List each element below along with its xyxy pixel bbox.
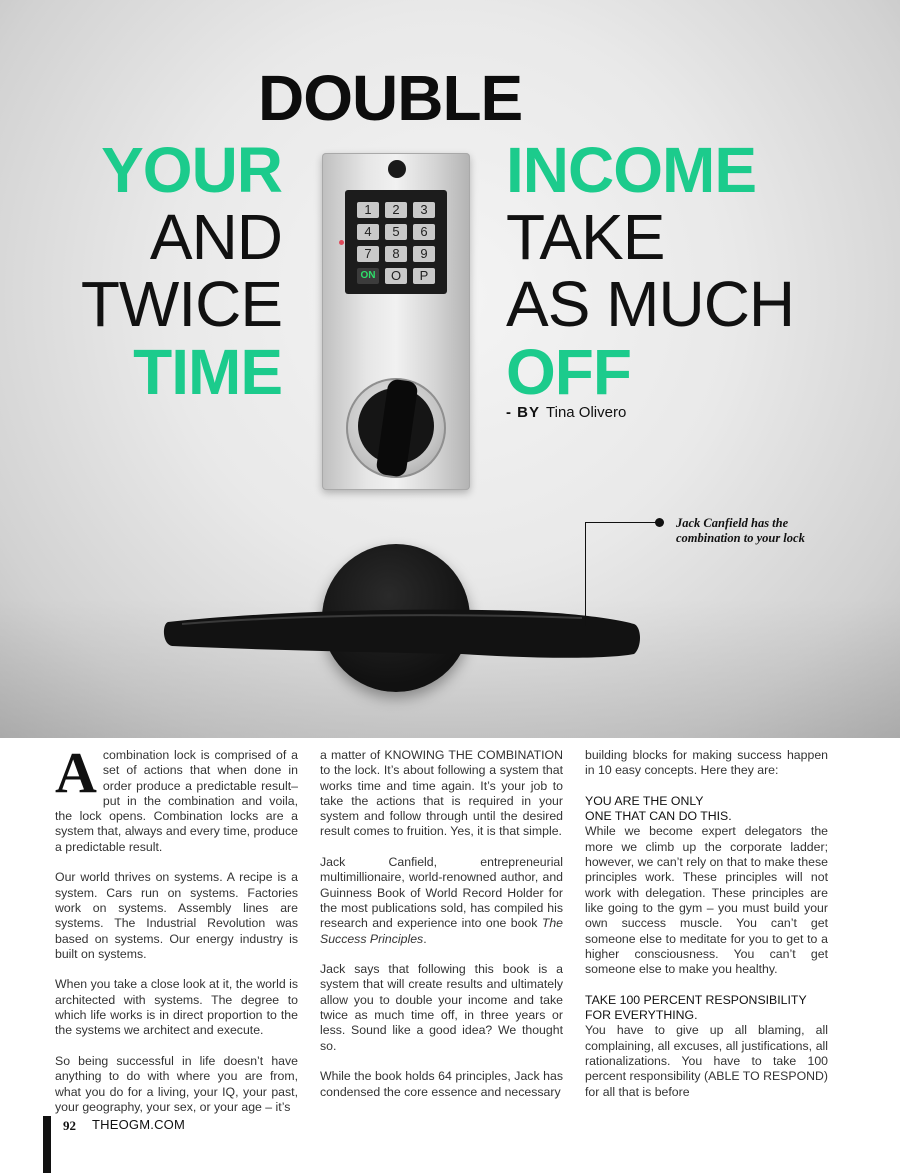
paragraph: Our world thrives on systems. A recipe is a system. Cars run on systems. Factories work on systems. Assembly lines are systems. The Industrial Revolution was based on systems. Our energy industry is built on systems.: [55, 870, 298, 961]
keypad-key-8: 8: [385, 246, 407, 262]
keypad-key-o: O: [385, 268, 407, 284]
headline-right-line-4: OFF: [506, 336, 631, 408]
paragraph: While the book holds 64 principles, Jack has condensed the core essence and necessary: [320, 1069, 563, 1099]
article-column-2: [320, 748, 563, 1115]
keypad-key-4: 4: [357, 224, 379, 240]
keypad-key-1: 1: [357, 202, 379, 218]
headline-left-line-1: YOUR: [101, 134, 282, 206]
keypad-key-2: 2: [385, 202, 407, 218]
headline-left-line-3: TWICE: [80, 268, 282, 340]
paragraph: Jack says that following this book is a system that will create results and ultimately allow you to double your income and take twice as much time off, in three years or less. Sound like a good idea? We thought so.: [320, 962, 563, 1053]
subhead-1-line-2: ONE THAT CAN DO THIS.: [585, 809, 732, 824]
article-column-1: [55, 740, 298, 1130]
paragraph-text: combination lock is comprised of a set of actions that when done in order produce a predictable result–put in the combination and voila, the lock opens. Combination locks are a system that, always and every time, produce a predictable result.: [55, 748, 298, 854]
headline-double: DOUBLE: [258, 62, 523, 134]
headline-right-line-1: INCOME: [506, 134, 756, 206]
paragraph: Jack Canfield, entrepreneurial multimillionaire, world-renowned author, and Guinness Book of World Record Holder for the most publications sold, has compiled his research and experience into one book The Success Principles.: [320, 855, 564, 946]
keypad-key-9: 9: [413, 246, 435, 262]
headline-right-line-2: TAKE: [506, 201, 665, 273]
subhead-1-line-1: YOU ARE THE ONLY: [585, 793, 704, 808]
paragraph: a matter of KNOWING THE COMBINATION to the lock. It’s about following a system that works time and time again. It’s your job to take the actions that is required in your system and follow through until the desired result comes to fruition. Yes, it is that simple.: [320, 748, 563, 839]
photo-caption: Jack Canfield has the combination to your lock: [676, 516, 805, 545]
paragraph: While we become expert delegators the more we climb up the corporate ladder; however, we can’t rely on that to make these principles work. These principles will not work with delegation. These principles are like going to the gym – you must build your own success muscle. You can’t get someone else to meditate for you to get to a higher consciousness. You can’t get someone else to make you healthy.: [585, 824, 828, 977]
paragraph: When you take a close look at it, the world is architected with systems. The degree to which life works is in direct proportion to the the systems we architect and execute.: [55, 977, 298, 1038]
headline-left-line-2: AND: [149, 201, 282, 273]
keypad-key-6: 6: [413, 224, 435, 240]
lock-sensor: [388, 160, 406, 178]
page-number: 92: [63, 1118, 76, 1133]
article-column-3: [585, 748, 828, 1115]
drop-cap: A: [55, 740, 97, 805]
keypad-key-5: 5: [385, 224, 407, 240]
subhead-2-line-2: FOR EVERYTHING.: [585, 1008, 698, 1023]
byline-author: Tina Olivero: [546, 404, 627, 421]
callout-line: [585, 522, 657, 523]
door-lever: [162, 594, 642, 670]
book-title: The Success Principles: [320, 916, 564, 946]
paragraph-text: Jack Canfield, entrepreneurial multimillionaire, world-renowned author, and Guinness Book of World Record Holder for the most publications sold, has compiled his research and experience into one book: [320, 855, 563, 931]
keypad-key-3: 3: [413, 202, 435, 218]
lock-keypad: [345, 190, 447, 294]
keypad-key-7: 7: [357, 246, 379, 262]
paragraph: [55, 740, 298, 855]
footer-bar: [43, 1116, 51, 1173]
paragraph: You have to give up all blaming, all complaining, all excuses, all justifications, all rationalizations. You have to take 100 percent responsibility (ABLE TO RESPOND) for all that is before: [585, 1023, 828, 1099]
subhead-2-line-1: TAKE 100 PERCENT RESPONSIBILITY: [585, 992, 807, 1007]
paragraph: So being successful in life doesn’t have anything to do with where you are from, what you do for a living, your IQ, your past, your geography, your sex, or your age – it’s: [55, 1053, 298, 1114]
lock-led: [339, 240, 344, 245]
paragraph: building blocks for making success happen in 10 easy concepts. Here they are:: [585, 748, 828, 778]
keypad-key-on: ON: [357, 268, 379, 284]
byline: [506, 404, 626, 421]
callout-dot: [655, 518, 664, 527]
footer-site: THEOGM.COM: [92, 1117, 185, 1132]
headline-left-line-4: TIME: [133, 336, 282, 408]
byline-prefix: - BY: [506, 404, 540, 421]
keypad-key-p: P: [413, 268, 435, 284]
callout-leader: [585, 522, 586, 626]
headline-right-line-3: AS MUCH: [506, 268, 795, 340]
